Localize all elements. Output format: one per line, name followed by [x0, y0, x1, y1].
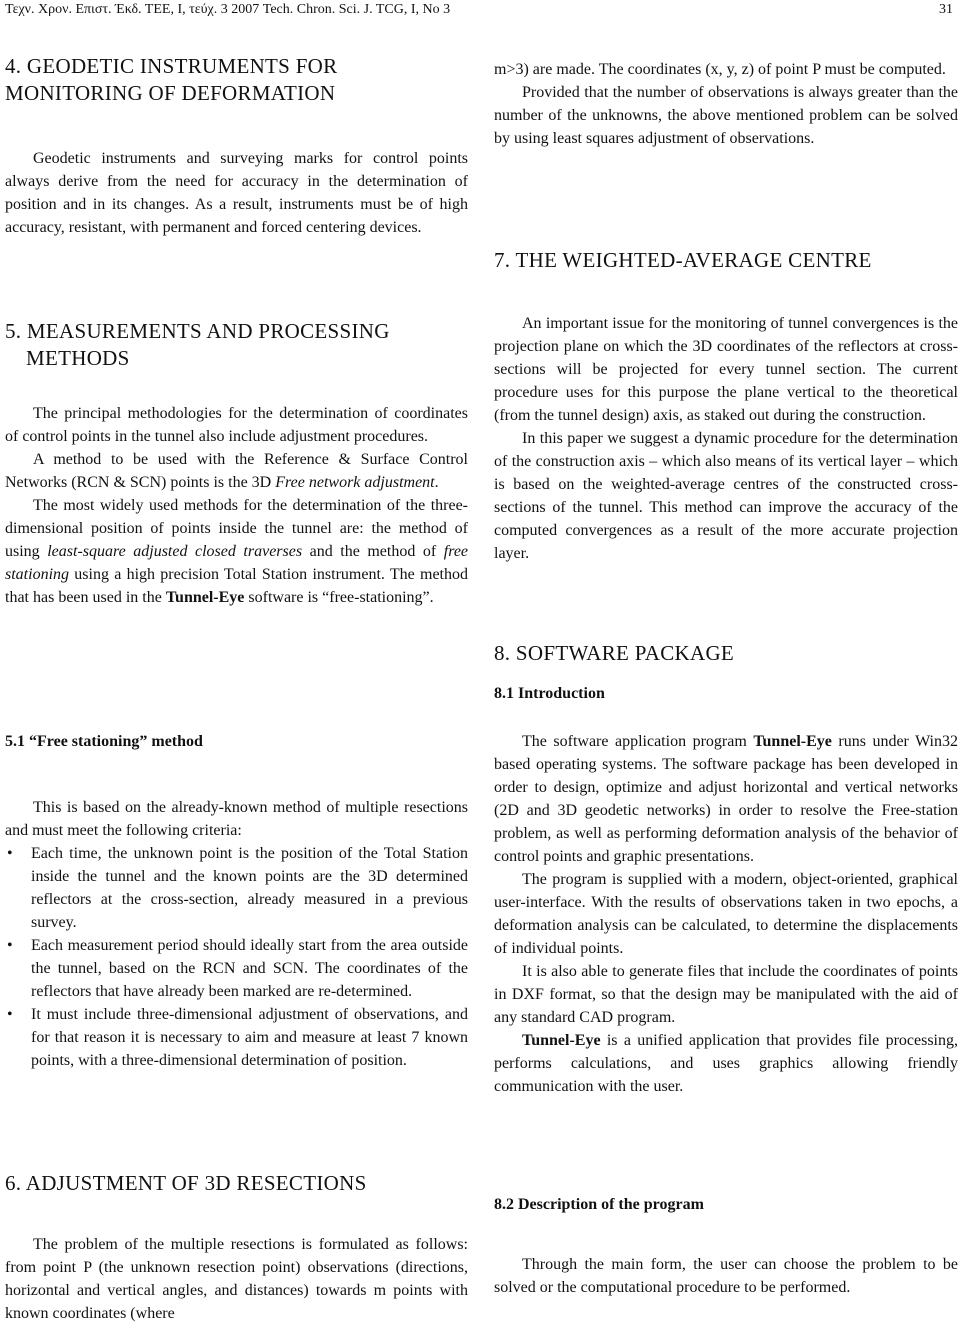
section-8-p4-text: is a unified application that provides file processing, performs calculations, and uses graphics allowing friendly communication with the user.: [494, 1032, 958, 1095]
section-8-1-title: 8.1 Introduction: [494, 685, 605, 702]
section-5-p3-text-b: and the method of: [302, 543, 444, 560]
section-5-p2-emphasis: Free network adjustment: [275, 474, 435, 491]
criteria-list: [5, 842, 468, 1072]
section-6-paragraph-2: Provided that the number of observations is always greater than the number of the unknowns, the above mentioned problem can be solved by using least squares adjustment of observations.: [494, 84, 958, 147]
section-8-1-paragraph-3: It is also able to generate files that include the coordinates of points in DXF format, so that the design may be manipulated with the aid of any standard CAD program.: [494, 963, 958, 1026]
section-7: [494, 247, 958, 565]
section-5-1-title: 5.1 “Free stationing” method: [5, 733, 203, 750]
section-5-paragraph-1: The principal methodologies for the determination of coordinates of control points in the tunnel also include adjustment procedures.: [5, 405, 468, 445]
section-5-p2-text-b: .: [434, 474, 439, 491]
journal-citation: Τεχν. Χρον. Επιστ. Έκδ. ΤΕΕ, I, τεύχ. 3 2007 Tech. Chron. Sci. J. TCG, I, No 3: [5, 2, 451, 17]
section-8-1-paragraph-1: [494, 730, 958, 868]
section-5-1: [5, 731, 468, 1072]
section-5-p3-emphasis-2: free stationing: [5, 543, 469, 583]
section-7-paragraph-2: In this paper we suggest a dynamic procedure for the determination of the construction axis – which also means of its vertical layer – which is based on the weighted-average centres of the constructed cross-sections of the tunnel. This method can improve the accuracy of the computed convergences as a result of the more accurate projection layer.: [494, 430, 958, 562]
section-8-p1-software-name: Tunnel-Eye: [753, 733, 832, 750]
section-5-title: [5, 318, 468, 372]
section-6-continued: [494, 58, 958, 150]
section-5-1-intro: This is based on the already-known method of multiple resections and must meet the following criteria:: [5, 799, 468, 839]
section-6-paragraph-1: The problem of the multiple resections is formulated as follows: from point P (the unknown resection point) observations (directions, horizontal and vertical angles, and distances) towards m points with known coordinates (where: [5, 1236, 468, 1322]
section-8-p1-text-a: The software application program: [522, 733, 754, 750]
section-4: [5, 53, 468, 239]
section-5-paragraph-2: [5, 448, 468, 494]
section-5-p3-text-a: The most widely used methods for the determination of the three-dimensional position of points inside the tunnel are: the method of using: [5, 497, 468, 560]
section-5-p3-software-name: Tunnel-Eye: [165, 589, 245, 606]
section-8-p1-text-b: runs under Win32 based operating systems. The software package has been developed in order to design, optimize and adjust horizontal and vertical networks (2D and 3D geodetic networks) in order to resolve the Free-station problem, as well as performing deformation analysis of the behavior of control points and graphic presentations.: [494, 733, 959, 865]
section-5-title-line-2: METHODS: [26, 346, 130, 370]
section-8-p4-software-name: Tunnel-Eye: [522, 1032, 601, 1049]
section-8-2: [494, 1194, 958, 1299]
section-5: [5, 318, 468, 609]
section-8-1-paragraph-4: [494, 1029, 958, 1098]
section-7-title: 7. THE WEIGHTED-AVERAGE CENTRE: [494, 248, 872, 272]
section-6-title: 6. ADJUSTMENT OF 3D RESECTIONS: [5, 1171, 367, 1195]
section-7-paragraph-1: An important issue for the monitoring of tunnel convergences is the projection plane on which the 3D coordinates of the reflectors at cross-sections will be projected for every tunnel section. The current procedure uses for this purpose the plane vertical to the theoretical (from the tunnel design) axis, as staked out during the construction.: [494, 315, 958, 424]
section-4-title: [5, 53, 468, 107]
section-5-p3-text-c: using a high precision Total Station instrument. The method that has been used in the: [5, 566, 468, 606]
criteria-item-1: • Each time, the unknown point is the position of the Total Station inside the tunnel and the known points are the 3D determined reflectors at the cross-section, already measured in a previous survey.: [5, 842, 468, 934]
section-6-continuation: m>3) are made. The coordinates (x, y, z) of point P must be computed.: [494, 61, 946, 78]
section-5-title-line-1: 5. MEASUREMENTS AND PROCESSING: [5, 319, 390, 343]
section-5-p2-text-a: A method to be used with the Reference & Surface Control Networks (RCN & SCN) points is the 3D: [5, 451, 468, 491]
page-number: 31: [939, 2, 953, 17]
section-8-title: 8. SOFTWARE PACKAGE: [494, 641, 735, 665]
section-5-p3-text-d: software is “free-stationing”.: [244, 589, 434, 606]
section-5-paragraph-3: [5, 494, 468, 609]
section-4-paragraph: Geodetic instruments and surveying marks for control points always derive from the need for accuracy in the determination of position and in its changes. As a result, instruments must be of high accuracy, resistant, with permanent and forced centering devices.: [5, 150, 468, 236]
section-8-2-title: 8.2 Description of the program: [494, 1196, 704, 1213]
section-8-1-paragraph-2: The program is supplied with a modern, object-oriented, graphical user-interface. With the results of observations taken in two epochs, a deformation analysis can be calculated, to determine the displacements of individual points.: [494, 871, 958, 957]
section-5-p3-emphasis-1: least-square adjusted closed traverses: [47, 543, 303, 560]
criteria-item-3: • It must include three-dimensional adjustment of observations, and for that reason it is necessary to aim and measure at least 7 known points, with a three-dimensional determination of position.: [5, 1003, 468, 1072]
section-8-2-paragraph: Through the main form, the user can choose the problem to be solved or the computational procedure to be performed.: [494, 1256, 958, 1296]
section-4-title-line-1: 4. GEODETIC INSTRUMENTS FOR: [5, 54, 338, 78]
running-head: [5, 0, 953, 22]
section-6: [5, 1170, 468, 1325]
section-8: [494, 640, 958, 1098]
criteria-item-2: • Each measurement period should ideally start from the area outside the tunnel, based on the RCN and SCN. The coordinates of the reflectors that have already been marked are re-determined.: [5, 934, 468, 1003]
section-4-title-line-2: MONITORING OF DEFORMATION: [5, 81, 336, 105]
